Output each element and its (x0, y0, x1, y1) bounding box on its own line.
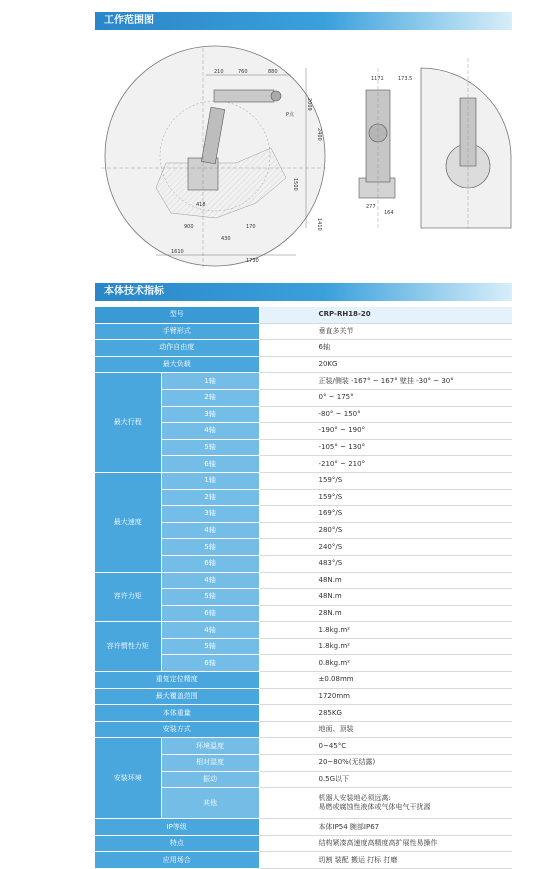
repeat-label: 重复定位精度 (95, 672, 259, 689)
speed-value: 169°/S (259, 506, 512, 523)
front-view-joint (369, 124, 387, 142)
speed-value: 159°/S (259, 489, 512, 506)
env-label: 安装环境 (95, 738, 161, 819)
dim-top-1: 210 (214, 69, 224, 75)
stroke-value: -210° ~ 210° (259, 456, 512, 473)
speed-axis: 3轴 (161, 506, 259, 523)
speed-value: 240°/S (259, 539, 512, 556)
stroke-value: -80° ~ 150° (259, 406, 512, 423)
robot-wrist (271, 91, 281, 101)
inertia-value: 0.8kg.m² (259, 655, 512, 672)
torque-value: 48N.m (259, 589, 512, 606)
dof-value: 6轴 (259, 340, 512, 357)
arm-form-label: 手臂形式 (95, 323, 259, 340)
speed-value: 159°/S (259, 472, 512, 489)
table-row (95, 622, 512, 639)
dim-mid-2: 430 (221, 236, 231, 242)
table-row (95, 672, 512, 689)
payload-label: 最大负载 (95, 356, 259, 373)
stroke-axis: 6轴 (161, 456, 259, 473)
dim-mid-3: 170 (246, 224, 256, 230)
arm-note: P点 (286, 112, 295, 118)
inertia-label: 容许惯性力矩 (95, 622, 161, 672)
speed-value: 483°/S (259, 555, 512, 572)
payload-value: 20KG (259, 356, 512, 373)
stroke-value: 0° ~ 175° (259, 389, 512, 406)
env-item: 环境温度 (161, 738, 259, 755)
dof-label: 动作自由度 (95, 340, 259, 357)
weight-value: 285KG (259, 705, 512, 722)
top-view (421, 58, 511, 228)
feature-label: 特点 (95, 835, 259, 852)
torque-label: 容许力矩 (95, 572, 161, 622)
reach-value: 1720mm (259, 688, 512, 705)
table-row (95, 572, 512, 589)
work-range-drawing (96, 28, 512, 278)
front-view (359, 68, 412, 228)
torque-axis: 4轴 (161, 572, 259, 589)
stroke-axis: 3轴 (161, 406, 259, 423)
stroke-axis: 4轴 (161, 423, 259, 440)
env-value: 0~45°C (259, 738, 512, 755)
stroke-value: 正装/侧装 -167° ~ 167° 壁挂 -30° ~ 30° (259, 373, 512, 390)
env-value: 0.5G以下 (259, 771, 512, 788)
dim-right-3: 1500 (292, 178, 298, 191)
torque-axis: 6轴 (161, 605, 259, 622)
arm-form-value: 垂直多关节 (259, 323, 512, 340)
table-row (95, 373, 512, 390)
specs-table (95, 307, 512, 869)
dim-right-1: 2009 (306, 98, 312, 111)
inertia-axis: 5轴 (161, 638, 259, 655)
table-row (95, 472, 512, 489)
side-dim-1: 1171 (371, 76, 384, 82)
table-row (95, 835, 512, 852)
table-row (95, 852, 512, 869)
speed-label: 最大速度 (95, 472, 161, 572)
work-range-svg (96, 28, 512, 278)
specs-title: 本体技术指标 (104, 286, 164, 297)
stroke-label: 最大行程 (95, 373, 161, 473)
torque-value: 48N.m (259, 572, 512, 589)
stroke-value: -105° ~ 130° (259, 439, 512, 456)
specs-banner (95, 283, 512, 301)
stroke-axis: 1轴 (161, 373, 259, 390)
work-range-title: 工作范围图 (104, 15, 154, 26)
table-row (95, 705, 512, 722)
app-label: 应用场合 (95, 852, 259, 869)
robot-upper-arm (214, 90, 274, 102)
base-dim-2: 164 (384, 210, 394, 216)
weight-label: 本体重量 (95, 705, 259, 722)
speed-axis: 2轴 (161, 489, 259, 506)
speed-axis: 4轴 (161, 522, 259, 539)
speed-axis: 6轴 (161, 555, 259, 572)
table-row (95, 356, 512, 373)
ip-value: 本体IP54 腕部IP67 (259, 819, 512, 836)
model-label: 型号 (95, 307, 259, 323)
other-value (259, 788, 512, 819)
inertia-axis: 4轴 (161, 622, 259, 639)
table-row (95, 688, 512, 705)
table-row (95, 738, 512, 755)
dim-right-4: 1410 (316, 218, 322, 231)
ip-label: IP等级 (95, 819, 259, 836)
other-label: 其他 (161, 788, 259, 819)
table-row (95, 340, 512, 357)
side-view (101, 46, 326, 268)
mount-label: 安装方式 (95, 721, 259, 738)
repeat-value: ±0.08mm (259, 672, 512, 689)
dim-top-2: 760 (238, 69, 248, 75)
inertia-value: 1.8kg.m² (259, 622, 512, 639)
dim-left-1: 1610 (171, 249, 184, 255)
dim-top-3: 880 (268, 69, 278, 75)
table-row (95, 307, 512, 323)
mount-value: 地面、顶装 (259, 721, 512, 738)
reach-label: 最大覆盖范围 (95, 688, 259, 705)
torque-value: 28N.m (259, 605, 512, 622)
dim-mid-1: 900 (184, 224, 194, 230)
side-dim-2: 173.5 (398, 76, 413, 82)
app-value: 切割 装配 搬运 打标 打磨 (259, 852, 512, 869)
dim-mid-4: 418 (196, 202, 206, 208)
table-row (95, 323, 512, 340)
speed-axis: 1轴 (161, 472, 259, 489)
model-value: CRP-RH18-20 (259, 307, 512, 323)
base-dim-1: 277 (366, 204, 376, 210)
inertia-axis: 6轴 (161, 655, 259, 672)
speed-value: 280°/S (259, 522, 512, 539)
other-line-2: 易燃或腐蚀性液体或气体电气干扰源 (318, 803, 431, 812)
dim-left-2: 1730 (246, 258, 259, 264)
env-value: 20~80%(无结露) (259, 755, 512, 772)
env-item: 相对湿度 (161, 755, 259, 772)
feature-value: 结构紧凑高速度高精度高扩展性易操作 (259, 835, 512, 852)
stroke-axis: 5轴 (161, 439, 259, 456)
torque-axis: 5轴 (161, 589, 259, 606)
table-row (95, 721, 512, 738)
other-line-1: 机器人安装地必须远离: (318, 794, 391, 803)
speed-axis: 5轴 (161, 539, 259, 556)
env-item: 振动 (161, 771, 259, 788)
stroke-axis: 2轴 (161, 389, 259, 406)
inertia-value: 1.8kg.m² (259, 638, 512, 655)
stroke-value: -190° ~ 190° (259, 423, 512, 440)
dim-right-2: 2400 (316, 128, 322, 141)
